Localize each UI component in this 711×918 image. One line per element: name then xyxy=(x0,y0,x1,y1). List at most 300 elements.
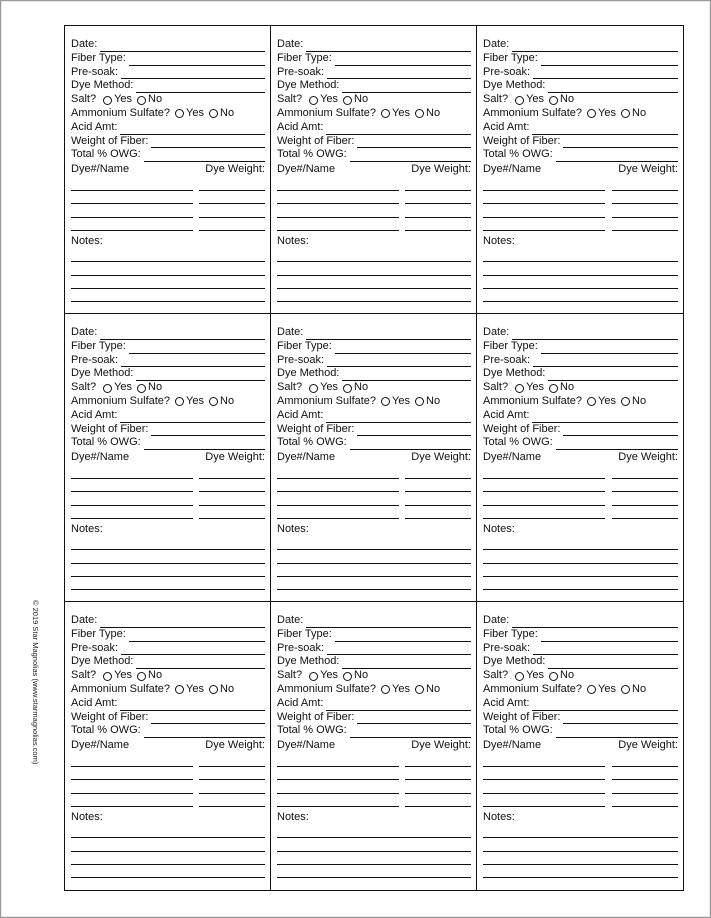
notes-area xyxy=(71,249,265,314)
notes-line[interactable] xyxy=(483,838,678,851)
dye-name-line[interactable] xyxy=(483,753,605,767)
dye-weight-line[interactable] xyxy=(405,191,471,205)
presoak-label: Pre-soak: xyxy=(277,65,325,78)
dye-weight-line[interactable] xyxy=(405,218,471,232)
dye-weight-line[interactable] xyxy=(199,780,265,794)
ammonium-no-option[interactable] xyxy=(621,107,646,121)
notes-line[interactable] xyxy=(277,838,471,851)
dye-weight-line[interactable] xyxy=(612,465,678,479)
notes-line[interactable] xyxy=(483,537,678,550)
dye-weight-line[interactable] xyxy=(199,492,265,506)
dye-weight-column xyxy=(405,465,471,519)
dye-name-line[interactable] xyxy=(71,204,193,218)
dye-name-line[interactable] xyxy=(483,479,605,493)
salt-yes-option[interactable] xyxy=(515,381,544,395)
dye-name-line[interactable] xyxy=(483,191,605,205)
dye-record-card xyxy=(271,26,477,314)
notes-line[interactable] xyxy=(277,865,471,878)
date-label: Date: xyxy=(483,614,510,626)
dye-name-line[interactable] xyxy=(71,780,193,794)
salt-yes-option[interactable] xyxy=(103,669,132,683)
no-label: No xyxy=(354,381,369,394)
dye-name-line[interactable] xyxy=(277,492,399,506)
total-owg-field[interactable] xyxy=(350,728,471,738)
notes-line[interactable] xyxy=(71,249,265,262)
dye-name-line[interactable] xyxy=(71,465,193,479)
notes-line[interactable] xyxy=(483,276,678,289)
dye-record-card xyxy=(271,602,477,890)
ammonium-yes-option[interactable] xyxy=(381,107,410,121)
notes-line[interactable] xyxy=(277,564,471,577)
salt-no-option[interactable] xyxy=(137,93,162,107)
dye-name-line[interactable] xyxy=(277,465,399,479)
no-label: No xyxy=(354,669,369,682)
notes-line[interactable] xyxy=(277,276,471,289)
total-owg-field[interactable] xyxy=(350,440,471,450)
dye-name-line[interactable] xyxy=(483,218,605,232)
date-field[interactable] xyxy=(306,618,471,628)
dye-name-line[interactable] xyxy=(71,753,193,767)
ammonium-no-option[interactable] xyxy=(415,683,440,697)
notes-line[interactable] xyxy=(483,878,678,890)
radio-circle-icon xyxy=(381,685,390,694)
fiber-type-field[interactable] xyxy=(541,344,678,354)
acid-amt-label: Acid Amt: xyxy=(277,408,324,421)
dye-weight-line[interactable] xyxy=(405,492,471,506)
dye-name-line[interactable] xyxy=(483,177,605,191)
notes-line[interactable] xyxy=(71,262,265,275)
acid-amt-field[interactable] xyxy=(532,125,678,135)
ammonium-yes-option[interactable] xyxy=(587,683,616,697)
dye-table xyxy=(71,753,265,807)
fiber-type-field[interactable] xyxy=(541,56,678,66)
notes-line[interactable] xyxy=(277,262,471,275)
notes-area xyxy=(277,249,471,314)
dye-name-column xyxy=(277,753,399,807)
radio-circle-icon xyxy=(309,672,318,681)
acid-amt-label: Acid Amt: xyxy=(71,696,118,709)
notes-line[interactable] xyxy=(71,289,265,302)
notes-line[interactable] xyxy=(483,262,678,275)
date-field[interactable] xyxy=(512,330,678,340)
date-field[interactable] xyxy=(100,618,265,628)
ammonium-no-option[interactable] xyxy=(621,395,646,409)
no-label: No xyxy=(426,682,441,695)
notes-line[interactable] xyxy=(277,825,471,838)
dye-name-line[interactable] xyxy=(277,767,399,781)
dye-weight-line[interactable] xyxy=(405,767,471,781)
acid-amt-field[interactable] xyxy=(120,125,265,135)
notes-line[interactable] xyxy=(71,276,265,289)
dye-table xyxy=(71,465,265,519)
dye-weight-line[interactable] xyxy=(405,506,471,520)
dye-name-line[interactable] xyxy=(71,767,193,781)
notes-line[interactable] xyxy=(71,852,265,865)
ammonium-sulfate-label: Ammonium Sulfate? xyxy=(277,106,377,119)
total-owg-label: Total % OWG: xyxy=(71,148,141,161)
dye-name-line[interactable] xyxy=(71,492,193,506)
dye-method-field[interactable] xyxy=(548,83,678,93)
dye-name-header: Dye#/Name xyxy=(277,739,336,752)
notes-line[interactable] xyxy=(277,302,471,314)
date-field[interactable] xyxy=(100,330,265,340)
ammonium-yes-option[interactable] xyxy=(587,107,616,121)
ammonium-no-option[interactable] xyxy=(415,107,440,121)
acid-amt-field[interactable] xyxy=(326,413,471,423)
dye-weight-line[interactable] xyxy=(612,780,678,794)
total-owg-field[interactable] xyxy=(350,152,471,162)
dye-name-line[interactable] xyxy=(71,177,193,191)
acid-amt-field[interactable] xyxy=(532,413,678,423)
presoak-field[interactable] xyxy=(121,645,265,655)
radio-circle-icon xyxy=(549,384,558,393)
dye-table xyxy=(277,177,471,231)
yes-label: Yes xyxy=(320,381,339,394)
dye-name-column xyxy=(71,177,193,231)
dye-name-line[interactable] xyxy=(277,204,399,218)
notes-label: Notes: xyxy=(71,811,103,824)
notes-line[interactable] xyxy=(71,825,265,838)
dye-name-line[interactable] xyxy=(277,780,399,794)
presoak-field[interactable] xyxy=(327,645,471,655)
dye-name-header: Dye#/Name xyxy=(277,451,336,464)
salt-yes-option[interactable] xyxy=(309,93,338,107)
date-field[interactable] xyxy=(306,330,471,340)
dye-weight-line[interactable] xyxy=(199,479,265,493)
salt-no-option[interactable] xyxy=(549,93,574,107)
no-label: No xyxy=(354,93,369,106)
dye-weight-column xyxy=(612,753,678,807)
acid-amt-field[interactable] xyxy=(532,701,678,711)
weight-of-fiber-label: Weight of Fiber: xyxy=(483,710,561,723)
dye-weight-line[interactable] xyxy=(612,794,678,808)
dye-method-field[interactable] xyxy=(342,371,471,381)
dye-weight-line[interactable] xyxy=(405,465,471,479)
dye-method-field[interactable] xyxy=(136,659,265,669)
fiber-type-field[interactable] xyxy=(129,632,265,642)
dye-record-grid xyxy=(64,25,684,891)
copyright-notice: © 2019 Star Magnolias (www.starmagnolias.com) xyxy=(31,600,40,765)
dye-method-field[interactable] xyxy=(342,659,471,669)
acid-amt-field[interactable] xyxy=(326,701,471,711)
notes-line[interactable] xyxy=(483,302,678,314)
ammonium-yes-option[interactable] xyxy=(381,395,410,409)
no-label: No xyxy=(426,106,441,119)
no-label: No xyxy=(560,93,575,106)
weight-of-fiber-field[interactable] xyxy=(563,714,678,724)
notes-line[interactable] xyxy=(71,590,265,602)
radio-circle-icon xyxy=(175,397,184,406)
ammonium-no-option[interactable] xyxy=(415,395,440,409)
total-owg-field[interactable] xyxy=(556,152,678,162)
salt-yes-option[interactable] xyxy=(103,381,132,395)
ammonium-no-option[interactable] xyxy=(209,107,234,121)
notes-line[interactable] xyxy=(71,550,265,563)
salt-yes-option[interactable] xyxy=(515,669,544,683)
dye-weight-header: Dye Weight: xyxy=(205,739,265,752)
salt-no-option[interactable] xyxy=(343,669,368,683)
dye-name-line[interactable] xyxy=(483,767,605,781)
notes-line[interactable] xyxy=(277,289,471,302)
radio-circle-icon xyxy=(343,384,352,393)
notes-label: Notes: xyxy=(483,811,515,824)
dye-weight-line[interactable] xyxy=(612,753,678,767)
salt-label: Salt? xyxy=(71,381,97,394)
dye-name-header: Dye#/Name xyxy=(483,739,542,752)
radio-circle-icon xyxy=(175,109,184,118)
radio-circle-icon xyxy=(103,96,112,105)
dye-weight-line[interactable] xyxy=(199,506,265,520)
dye-weight-line[interactable] xyxy=(405,204,471,218)
date-label: Date: xyxy=(71,326,98,338)
notes-line[interactable] xyxy=(277,249,471,262)
dye-weight-line[interactable] xyxy=(199,204,265,218)
weight-of-fiber-field[interactable] xyxy=(151,714,265,724)
notes-line[interactable] xyxy=(483,577,678,590)
notes-line[interactable] xyxy=(71,302,265,314)
fiber-type-label: Fiber Type: xyxy=(71,339,126,352)
radio-circle-icon xyxy=(515,672,524,681)
dye-name-line[interactable] xyxy=(71,794,193,808)
ammonium-yes-option[interactable] xyxy=(175,395,204,409)
ammonium-no-option[interactable] xyxy=(621,683,646,697)
notes-line[interactable] xyxy=(277,577,471,590)
salt-no-option[interactable] xyxy=(137,381,162,395)
presoak-field[interactable] xyxy=(533,69,678,79)
dye-name-column xyxy=(71,465,193,519)
notes-line[interactable] xyxy=(483,564,678,577)
dye-weight-line[interactable] xyxy=(612,506,678,520)
dye-method-field[interactable] xyxy=(342,83,471,93)
date-field[interactable] xyxy=(512,618,678,628)
dye-name-line[interactable] xyxy=(71,506,193,520)
dye-weight-column xyxy=(199,753,265,807)
weight-of-fiber-field[interactable] xyxy=(563,426,678,436)
notes-line[interactable] xyxy=(277,550,471,563)
dye-name-line[interactable] xyxy=(71,218,193,232)
dye-name-line[interactable] xyxy=(277,794,399,808)
weight-of-fiber-label: Weight of Fiber: xyxy=(71,710,149,723)
dye-name-line[interactable] xyxy=(277,506,399,520)
dye-name-line[interactable] xyxy=(483,465,605,479)
total-owg-field[interactable] xyxy=(144,152,265,162)
dye-name-line[interactable] xyxy=(277,191,399,205)
notes-line[interactable] xyxy=(71,878,265,890)
salt-no-option[interactable] xyxy=(343,381,368,395)
no-label: No xyxy=(632,394,647,407)
notes-line[interactable] xyxy=(71,577,265,590)
dye-weight-line[interactable] xyxy=(612,177,678,191)
fiber-type-field[interactable] xyxy=(335,632,471,642)
dye-method-label: Dye Method: xyxy=(483,79,546,92)
radio-circle-icon xyxy=(209,685,218,694)
dye-name-line[interactable] xyxy=(71,479,193,493)
dye-weight-line[interactable] xyxy=(199,753,265,767)
dye-name-line[interactable] xyxy=(483,506,605,520)
dye-name-line[interactable] xyxy=(277,479,399,493)
notes-line[interactable] xyxy=(71,564,265,577)
weight-of-fiber-field[interactable] xyxy=(151,426,265,436)
dye-weight-line[interactable] xyxy=(612,191,678,205)
yes-label: Yes xyxy=(114,93,133,106)
dye-name-line[interactable] xyxy=(483,204,605,218)
fiber-type-field[interactable] xyxy=(541,632,678,642)
yes-label: Yes xyxy=(392,106,410,119)
salt-yes-option[interactable] xyxy=(309,381,338,395)
salt-yes-option[interactable] xyxy=(309,669,338,683)
no-label: No xyxy=(632,682,647,695)
dye-method-label: Dye Method: xyxy=(483,367,546,380)
ammonium-yes-option[interactable] xyxy=(381,683,410,697)
fiber-type-field[interactable] xyxy=(335,344,471,354)
salt-no-option[interactable] xyxy=(343,93,368,107)
presoak-label: Pre-soak: xyxy=(71,641,119,654)
fiber-type-field[interactable] xyxy=(129,56,265,66)
dye-record-card xyxy=(65,602,271,890)
weight-of-fiber-field[interactable] xyxy=(357,138,471,148)
dye-weight-column xyxy=(199,177,265,231)
dye-record-card xyxy=(65,26,271,314)
no-label: No xyxy=(632,106,647,119)
date-label: Date: xyxy=(277,38,304,50)
no-label: No xyxy=(560,669,575,682)
acid-amt-field[interactable] xyxy=(120,701,265,711)
dye-weight-line[interactable] xyxy=(405,177,471,191)
notes-line[interactable] xyxy=(483,249,678,262)
salt-no-option[interactable] xyxy=(549,669,574,683)
dye-method-label: Dye Method: xyxy=(277,655,340,668)
dye-table xyxy=(71,177,265,231)
yes-label: Yes xyxy=(392,682,410,695)
dye-name-line[interactable] xyxy=(71,191,193,205)
dye-weight-line[interactable] xyxy=(612,218,678,232)
presoak-field[interactable] xyxy=(121,69,265,79)
dye-weight-line[interactable] xyxy=(405,479,471,493)
notes-line[interactable] xyxy=(71,865,265,878)
ammonium-yes-option[interactable] xyxy=(175,683,204,697)
dye-weight-line[interactable] xyxy=(199,465,265,479)
salt-yes-option[interactable] xyxy=(515,93,544,107)
dye-method-field[interactable] xyxy=(136,83,265,93)
dye-weight-column xyxy=(612,177,678,231)
weight-of-fiber-field[interactable] xyxy=(357,714,471,724)
notes-line[interactable] xyxy=(483,590,678,602)
fiber-type-field[interactable] xyxy=(129,344,265,354)
dye-method-field[interactable] xyxy=(548,659,678,669)
weight-of-fiber-field[interactable] xyxy=(357,426,471,436)
dye-weight-line[interactable] xyxy=(199,191,265,205)
presoak-field[interactable] xyxy=(533,645,678,655)
weight-of-fiber-field[interactable] xyxy=(563,138,678,148)
notes-line[interactable] xyxy=(483,550,678,563)
no-label: No xyxy=(426,394,441,407)
notes-line[interactable] xyxy=(277,878,471,890)
yes-label: Yes xyxy=(392,394,410,407)
date-field[interactable] xyxy=(306,42,471,52)
radio-circle-icon xyxy=(309,384,318,393)
total-owg-field[interactable] xyxy=(144,728,265,738)
ammonium-no-option[interactable] xyxy=(209,395,234,409)
presoak-field[interactable] xyxy=(327,357,471,367)
dye-weight-line[interactable] xyxy=(405,753,471,767)
fiber-type-field[interactable] xyxy=(335,56,471,66)
dye-name-line[interactable] xyxy=(483,492,605,506)
notes-area xyxy=(483,537,678,602)
dye-weight-line[interactable] xyxy=(199,218,265,232)
notes-line[interactable] xyxy=(483,852,678,865)
acid-amt-label: Acid Amt: xyxy=(71,408,118,421)
radio-circle-icon xyxy=(621,397,630,406)
notes-line[interactable] xyxy=(71,537,265,550)
dye-name-line[interactable] xyxy=(277,753,399,767)
dye-weight-line[interactable] xyxy=(405,794,471,808)
dye-weight-line[interactable] xyxy=(405,780,471,794)
total-owg-field[interactable] xyxy=(556,440,678,450)
dye-weight-line[interactable] xyxy=(612,479,678,493)
radio-circle-icon xyxy=(209,109,218,118)
acid-amt-field[interactable] xyxy=(120,413,265,423)
notes-line[interactable] xyxy=(277,590,471,602)
notes-line[interactable] xyxy=(483,825,678,838)
date-field[interactable] xyxy=(100,42,265,52)
dye-record-card xyxy=(65,314,271,602)
dye-method-label: Dye Method: xyxy=(71,367,134,380)
salt-no-option[interactable] xyxy=(549,381,574,395)
fiber-type-label: Fiber Type: xyxy=(483,339,538,352)
radio-circle-icon xyxy=(587,109,596,118)
total-owg-field[interactable] xyxy=(144,440,265,450)
dye-name-line[interactable] xyxy=(277,218,399,232)
acid-amt-field[interactable] xyxy=(326,125,471,135)
dye-name-line[interactable] xyxy=(483,794,605,808)
total-owg-label: Total % OWG: xyxy=(71,436,141,449)
dye-weight-line[interactable] xyxy=(199,767,265,781)
notes-line[interactable] xyxy=(277,852,471,865)
presoak-field[interactable] xyxy=(121,357,265,367)
dye-weight-line[interactable] xyxy=(199,177,265,191)
yes-label: Yes xyxy=(114,669,133,682)
dye-weight-line[interactable] xyxy=(612,204,678,218)
salt-yes-option[interactable] xyxy=(103,93,132,107)
presoak-field[interactable] xyxy=(327,69,471,79)
dye-weight-line[interactable] xyxy=(612,767,678,781)
presoak-field[interactable] xyxy=(533,357,678,367)
notes-line[interactable] xyxy=(483,289,678,302)
notes-line[interactable] xyxy=(71,838,265,851)
ammonium-yes-option[interactable] xyxy=(587,395,616,409)
total-owg-label: Total % OWG: xyxy=(277,724,347,737)
notes-label: Notes: xyxy=(483,235,515,248)
salt-no-option[interactable] xyxy=(137,669,162,683)
no-label: No xyxy=(220,106,235,119)
ammonium-yes-option[interactable] xyxy=(175,107,204,121)
weight-of-fiber-field[interactable] xyxy=(151,138,265,148)
dye-weight-line[interactable] xyxy=(612,492,678,506)
dye-method-field[interactable] xyxy=(548,371,678,381)
dye-weight-line[interactable] xyxy=(199,794,265,808)
date-field[interactable] xyxy=(512,42,678,52)
total-owg-field[interactable] xyxy=(556,728,678,738)
total-owg-label: Total % OWG: xyxy=(277,148,347,161)
ammonium-no-option[interactable] xyxy=(209,683,234,697)
total-owg-label: Total % OWG: xyxy=(483,436,553,449)
notes-line[interactable] xyxy=(483,865,678,878)
dye-name-line[interactable] xyxy=(483,780,605,794)
dye-weight-header: Dye Weight: xyxy=(205,163,265,176)
notes-line[interactable] xyxy=(277,537,471,550)
dye-name-line[interactable] xyxy=(277,177,399,191)
dye-method-field[interactable] xyxy=(136,371,265,381)
